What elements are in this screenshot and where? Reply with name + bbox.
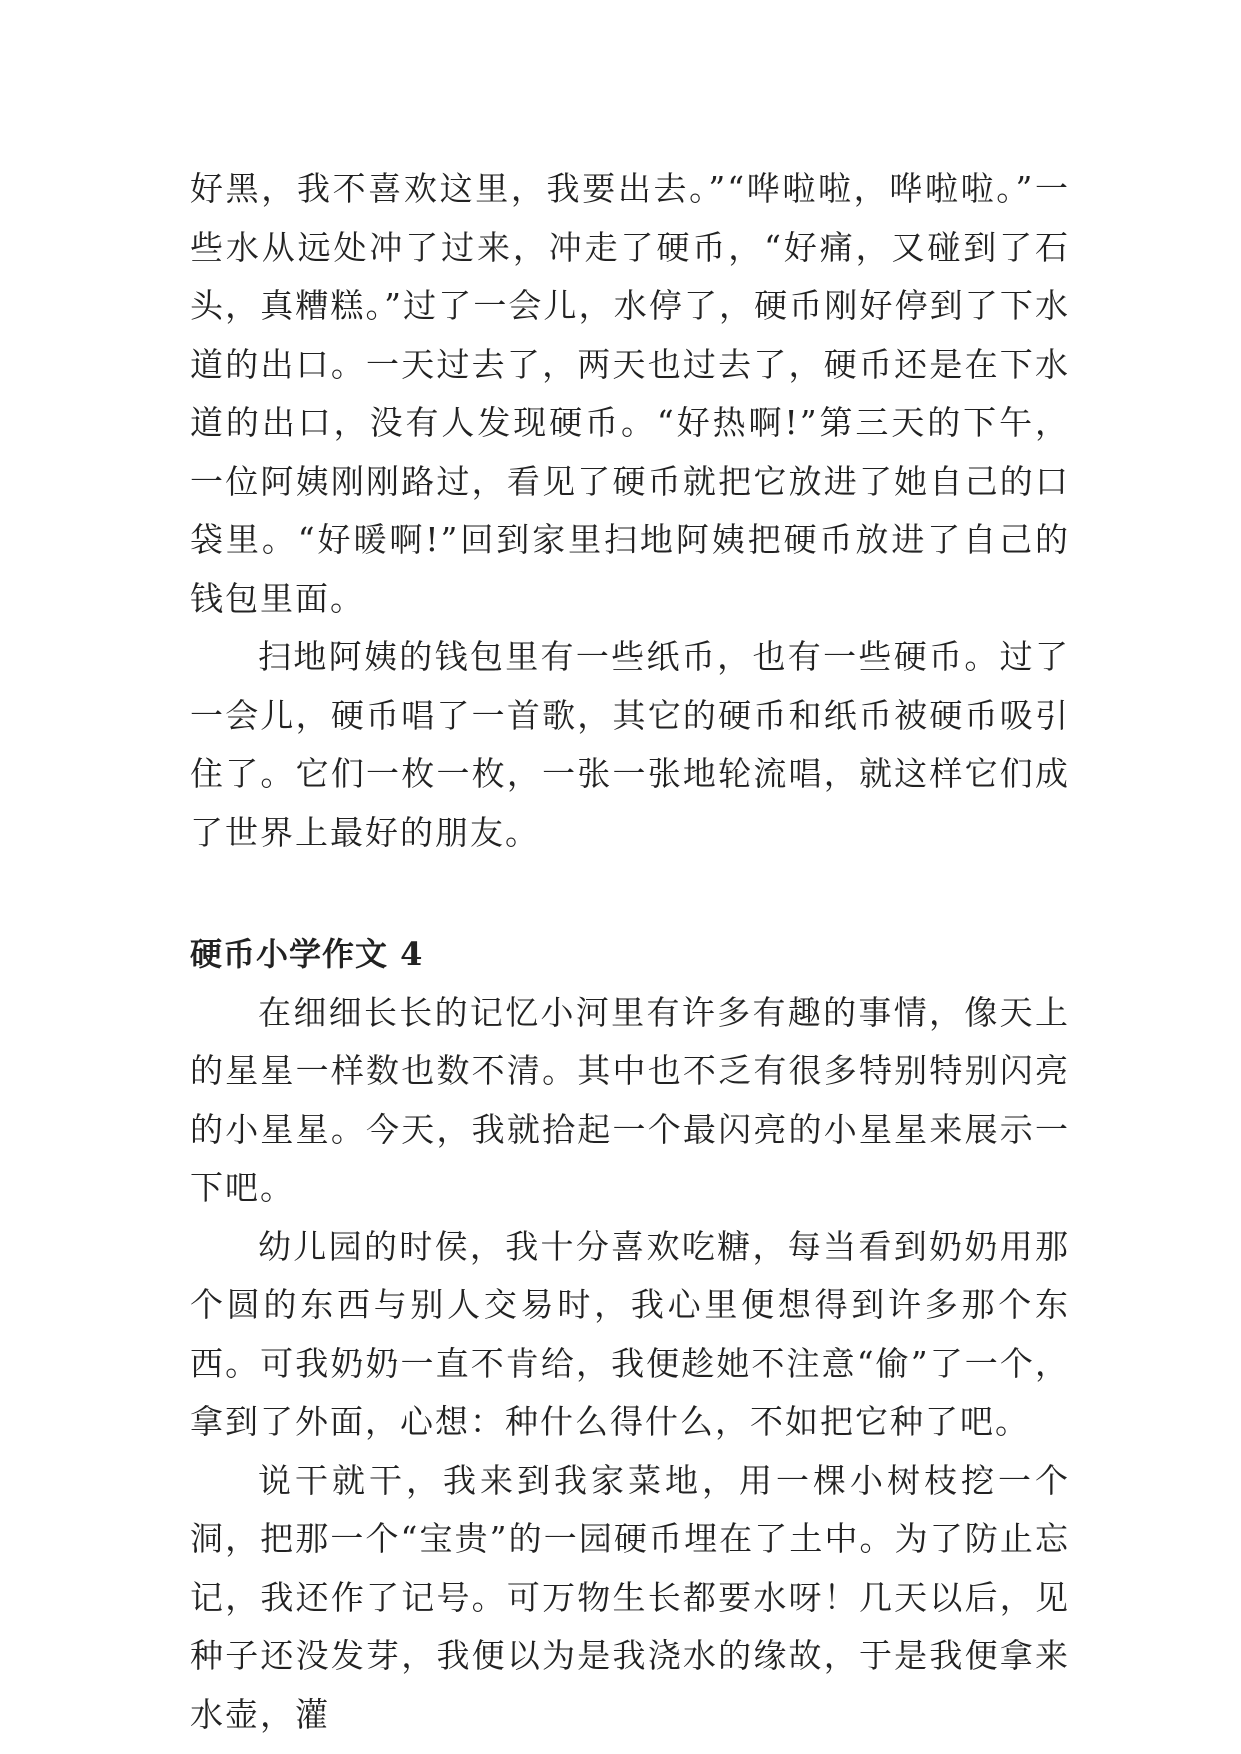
paragraph-section-2: 幼儿园的时侯，我十分喜欢吃糖，每当看到奶奶用那个圆的东西与别人交易时，我心里便想得到许多那个东西。可我奶奶一直不肯给，我便趁她不注意“偷”了一个，拿到了外面，心想：种什么得什么，不如把它种了吧。: [190, 1226, 1070, 1441]
paragraph-continued-2: 扫地阿姨的钱包里有一些纸币，也有一些硬币。过了一会儿，硬币唱了一首歌，其它的硬币和纸币被硬币吸引住了。它们一枚一枚，一张一张地轮流唱，就这样它们成了世界上最好的朋友。: [190, 637, 1070, 852]
paragraph-section-3: 说干就干，我来到我家菜地，用一棵小树枝挖一个洞，把那一个“宝贵”的一园硬币埋在了土中。为了防止忘记，我还作了记号。可万物生长都要水呀！几天以后，见种子还没发芽，我便以为是我浇水的缘故，于是我便拿来水壶，灌: [190, 1460, 1070, 1734]
section-title: 硬币小学作文 4: [190, 935, 424, 973]
paragraph-continued-1: 好黑，我不喜欢这里，我要出去。”“哗啦啦，哗啦啦。”一些水从远处冲了过来，冲走了硬币，“好痛，又碰到了石头，真糟糕。”过了一会儿，水停了，硬币刚好停到了下水道的出口。一天过去了，两天也过去了，硬币还是在下水道的出口，没有人发现硬币。“好热啊!”第三天的下午，一位阿姨刚刚路过，看见了硬币就把它放进了她自己的口袋里。“好暖啊!”回到家里扫地阿姨把硬币放进了自己的钱包里面。: [190, 169, 1070, 618]
document-body: [190, 160, 1070, 1744]
paragraph-section-1: 在细细长长的记忆小河里有许多有趣的事情，像天上的星星一样数也数不清。其中也不乏有很多特别特别闪亮的小星星。今天，我就拾起一个最闪亮的小星星来展示一下吧。: [190, 992, 1070, 1207]
